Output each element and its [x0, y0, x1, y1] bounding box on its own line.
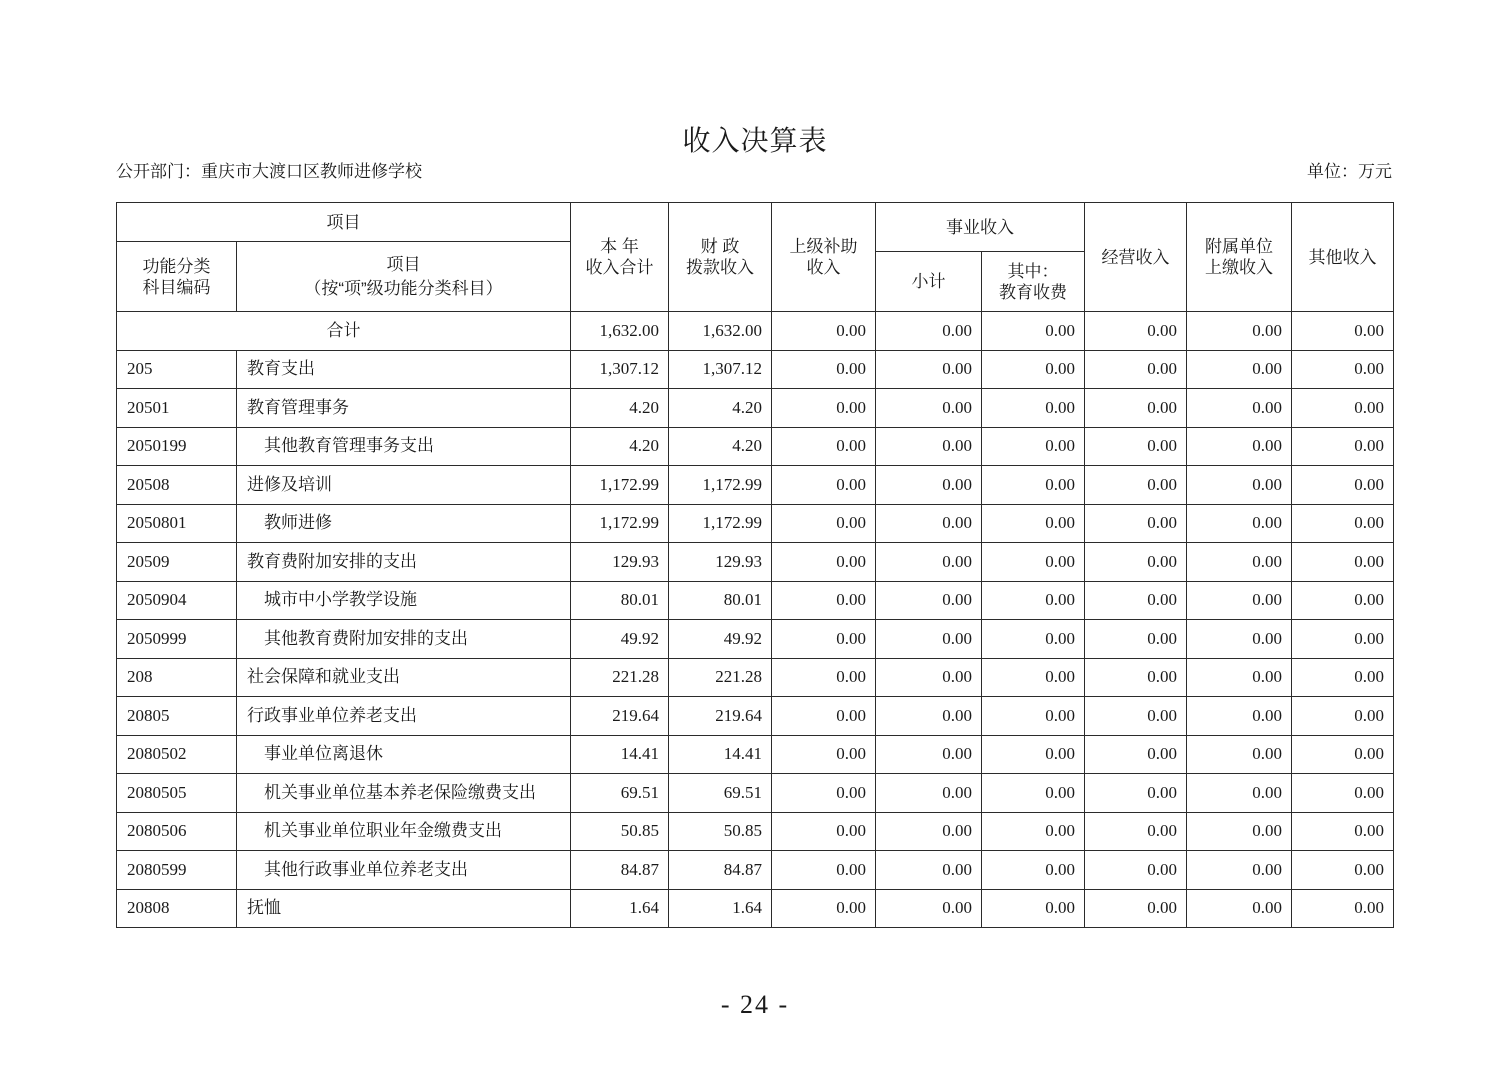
total-income-value: 129.93	[571, 543, 669, 582]
subject-code-cell: 2050999	[117, 620, 237, 659]
subject-code-cell: 20508	[117, 466, 237, 505]
unit-label: 单位：万元	[1307, 162, 1392, 181]
department-label: 公开部门：重庆市大渡口区教师进修学校	[116, 162, 422, 181]
table-row	[117, 851, 1394, 890]
operating-income-value: 0.00	[1085, 812, 1187, 851]
header-fiscal-line1: 财 政	[700, 237, 740, 256]
operating-income-value: 0.00	[1085, 504, 1187, 543]
business-subtotal-value: 0.00	[876, 774, 982, 813]
business-subtotal-value: 0.00	[876, 658, 982, 697]
item-name-cell: 抚恤	[237, 889, 571, 928]
subject-code-cell: 2050199	[117, 427, 237, 466]
superior-subsidy-value: 0.00	[772, 581, 876, 620]
fiscal-appropriation-value: 221.28	[669, 658, 772, 697]
subject-code-cell: 20509	[117, 543, 237, 582]
affiliated-remittance-value: 0.00	[1187, 427, 1292, 466]
operating-income-value: 0.00	[1085, 620, 1187, 659]
total-income-value: 69.51	[571, 774, 669, 813]
subject-code-cell: 20808	[117, 889, 237, 928]
fiscal-appropriation-value: 1,632.00	[669, 312, 772, 351]
total-income-value: 1,172.99	[571, 504, 669, 543]
superior-subsidy-value: 0.00	[772, 697, 876, 736]
header-item-line2: （按“项”级功能分类科目）	[304, 279, 503, 298]
table-row	[117, 735, 1394, 774]
superior-subsidy-value: 0.00	[772, 350, 876, 389]
report-title: 收入决算表	[682, 126, 828, 157]
fiscal-appropriation-value: 50.85	[669, 812, 772, 851]
table-row	[117, 504, 1394, 543]
table-row	[117, 427, 1394, 466]
business-subtotal-value: 0.00	[876, 735, 982, 774]
total-income-value: 80.01	[571, 581, 669, 620]
other-income-value: 0.00	[1292, 543, 1394, 582]
operating-income-value: 0.00	[1085, 851, 1187, 890]
education-fees-value: 0.00	[982, 504, 1085, 543]
affiliated-remittance-value: 0.00	[1187, 466, 1292, 505]
table-row	[117, 812, 1394, 851]
header-other-income: 其他收入	[1292, 203, 1394, 312]
header-business-subtotal: 小计	[876, 252, 982, 312]
education-fees-value: 0.00	[982, 620, 1085, 659]
operating-income-value: 0.00	[1085, 697, 1187, 736]
operating-income-value: 0.00	[1085, 427, 1187, 466]
superior-subsidy-value: 0.00	[772, 735, 876, 774]
education-fees-value: 0.00	[982, 889, 1085, 928]
business-subtotal-value: 0.00	[876, 466, 982, 505]
fiscal-appropriation-value: 69.51	[669, 774, 772, 813]
fiscal-appropriation-value: 1,307.12	[669, 350, 772, 389]
operating-income-value: 0.00	[1085, 543, 1187, 582]
table-row	[117, 543, 1394, 582]
superior-subsidy-value: 0.00	[772, 466, 876, 505]
fiscal-appropriation-value: 1.64	[669, 889, 772, 928]
education-fees-value: 0.00	[982, 389, 1085, 428]
header-item-line1: 项目	[386, 255, 421, 274]
affiliated-remittance-value: 0.00	[1187, 889, 1292, 928]
business-subtotal-value: 0.00	[876, 889, 982, 928]
table-row	[117, 581, 1394, 620]
item-name-cell: 事业单位离退休	[237, 735, 571, 774]
income-final-accounts-table	[116, 202, 1394, 928]
affiliated-remittance-value: 0.00	[1187, 735, 1292, 774]
affiliated-remittance-value: 0.00	[1187, 774, 1292, 813]
item-name-cell: 其他行政事业单位养老支出	[237, 851, 571, 890]
total-income-value: 50.85	[571, 812, 669, 851]
table-row	[117, 658, 1394, 697]
education-fees-value: 0.00	[982, 812, 1085, 851]
total-income-value: 1.64	[571, 889, 669, 928]
subject-code-cell: 2080599	[117, 851, 237, 890]
table-row	[117, 889, 1394, 928]
fiscal-appropriation-value: 80.01	[669, 581, 772, 620]
subject-code-cell: 2050801	[117, 504, 237, 543]
business-subtotal-value: 0.00	[876, 389, 982, 428]
header-function-code-line1: 功能分类	[142, 256, 211, 276]
header-superior-subsidy	[772, 203, 876, 312]
subject-code-cell: 20805	[117, 697, 237, 736]
fiscal-appropriation-value: 4.20	[669, 427, 772, 466]
business-subtotal-value: 0.00	[876, 620, 982, 659]
item-name-cell: 机关事业单位职业年金缴费支出	[237, 812, 571, 851]
header-fiscal-line2: 拨款收入	[686, 258, 754, 277]
superior-subsidy-value: 0.00	[772, 504, 876, 543]
other-income-value: 0.00	[1292, 851, 1394, 890]
item-name-cell: 其他教育管理事务支出	[237, 427, 571, 466]
operating-income-value: 0.00	[1085, 581, 1187, 620]
business-subtotal-value: 0.00	[876, 427, 982, 466]
superior-subsidy-value: 0.00	[772, 851, 876, 890]
subject-code-cell: 208	[117, 658, 237, 697]
operating-income-value: 0.00	[1085, 658, 1187, 697]
total-income-value: 49.92	[571, 620, 669, 659]
header-total-income-line2: 收入合计	[585, 258, 654, 277]
superior-subsidy-value: 0.00	[772, 427, 876, 466]
header-function-code-line2: 科目编码	[142, 277, 211, 297]
subject-code-cell: 2080506	[117, 812, 237, 851]
other-income-value: 0.00	[1292, 504, 1394, 543]
fiscal-appropriation-value: 4.20	[669, 389, 772, 428]
other-income-value: 0.00	[1292, 466, 1394, 505]
header-function-code	[117, 242, 237, 312]
operating-income-value: 0.00	[1085, 466, 1187, 505]
business-subtotal-value: 0.00	[876, 697, 982, 736]
education-fees-value: 0.00	[982, 697, 1085, 736]
affiliated-remittance-value: 0.00	[1187, 312, 1292, 351]
header-item	[237, 242, 571, 312]
other-income-value: 0.00	[1292, 889, 1394, 928]
table-row	[117, 620, 1394, 659]
affiliated-remittance-value: 0.00	[1187, 504, 1292, 543]
business-subtotal-value: 0.00	[876, 543, 982, 582]
item-name-cell: 教师进修	[237, 504, 571, 543]
education-fees-value: 0.00	[982, 350, 1085, 389]
other-income-value: 0.00	[1292, 735, 1394, 774]
subject-code-cell: 2080502	[117, 735, 237, 774]
item-name-cell: 城市中小学教学设施	[237, 581, 571, 620]
business-subtotal-value: 0.00	[876, 504, 982, 543]
business-subtotal-value: 0.00	[876, 350, 982, 389]
superior-subsidy-value: 0.00	[772, 620, 876, 659]
item-name-cell: 进修及培训	[237, 466, 571, 505]
fiscal-appropriation-value: 1,172.99	[669, 504, 772, 543]
education-fees-value: 0.00	[982, 427, 1085, 466]
total-income-value: 219.64	[571, 697, 669, 736]
total-income-value: 1,172.99	[571, 466, 669, 505]
affiliated-remittance-value: 0.00	[1187, 658, 1292, 697]
item-name-cell: 教育支出	[237, 350, 571, 389]
page-number: - 24 -	[720, 990, 790, 1019]
operating-income-value: 0.00	[1085, 889, 1187, 928]
subject-code-cell: 2050904	[117, 581, 237, 620]
total-income-value: 4.20	[571, 427, 669, 466]
superior-subsidy-value: 0.00	[772, 389, 876, 428]
affiliated-remittance-value: 0.00	[1187, 350, 1292, 389]
total-label: 合计	[117, 312, 571, 351]
affiliated-remittance-value: 0.00	[1187, 581, 1292, 620]
fiscal-appropriation-value: 49.92	[669, 620, 772, 659]
item-name-cell: 教育费附加安排的支出	[237, 543, 571, 582]
education-fees-value: 0.00	[982, 735, 1085, 774]
business-subtotal-value: 0.00	[876, 851, 982, 890]
table-row	[117, 389, 1394, 428]
header-item-group: 项目	[117, 203, 571, 242]
operating-income-value: 0.00	[1085, 735, 1187, 774]
other-income-value: 0.00	[1292, 350, 1394, 389]
header-affiliated-line2: 上缴收入	[1205, 258, 1273, 277]
education-fees-value: 0.00	[982, 466, 1085, 505]
fiscal-appropriation-value: 129.93	[669, 543, 772, 582]
operating-income-value: 0.00	[1085, 350, 1187, 389]
affiliated-remittance-value: 0.00	[1187, 812, 1292, 851]
total-income-value: 221.28	[571, 658, 669, 697]
total-income-value: 1,632.00	[571, 312, 669, 351]
total-row	[117, 312, 1394, 351]
header-education-fees-line1: 其中：	[1007, 261, 1059, 281]
total-income-value: 14.41	[571, 735, 669, 774]
table-body	[117, 312, 1394, 928]
affiliated-remittance-value: 0.00	[1187, 543, 1292, 582]
header-superior-subsidy-line1: 上级补助	[789, 237, 858, 256]
table-row	[117, 466, 1394, 505]
superior-subsidy-value: 0.00	[772, 658, 876, 697]
education-fees-value: 0.00	[982, 581, 1085, 620]
other-income-value: 0.00	[1292, 581, 1394, 620]
subject-code-cell: 2080505	[117, 774, 237, 813]
education-fees-value: 0.00	[982, 658, 1085, 697]
item-name-cell: 社会保障和就业支出	[237, 658, 571, 697]
other-income-value: 0.00	[1292, 389, 1394, 428]
superior-subsidy-value: 0.00	[772, 543, 876, 582]
header-operating-income: 经营收入	[1085, 203, 1187, 312]
education-fees-value: 0.00	[982, 543, 1085, 582]
fiscal-appropriation-value: 1,172.99	[669, 466, 772, 505]
header-superior-subsidy-line2: 收入	[806, 258, 841, 277]
header-total-income	[571, 203, 669, 312]
superior-subsidy-value: 0.00	[772, 889, 876, 928]
fiscal-appropriation-value: 219.64	[669, 697, 772, 736]
other-income-value: 0.00	[1292, 697, 1394, 736]
table-row	[117, 697, 1394, 736]
header-total-income-line1: 本 年	[600, 237, 639, 256]
table-header	[117, 203, 1394, 312]
affiliated-remittance-value: 0.00	[1187, 851, 1292, 890]
operating-income-value: 0.00	[1085, 312, 1187, 351]
superior-subsidy-value: 0.00	[772, 774, 876, 813]
item-name-cell: 机关事业单位基本养老保险缴费支出	[237, 774, 571, 813]
fiscal-appropriation-value: 14.41	[669, 735, 772, 774]
business-subtotal-value: 0.00	[876, 581, 982, 620]
superior-subsidy-value: 0.00	[772, 312, 876, 351]
affiliated-remittance-value: 0.00	[1187, 389, 1292, 428]
education-fees-value: 0.00	[982, 851, 1085, 890]
total-income-value: 1,307.12	[571, 350, 669, 389]
education-fees-value: 0.00	[982, 774, 1085, 813]
total-income-value: 4.20	[571, 389, 669, 428]
header-business-income: 事业收入	[876, 203, 1085, 252]
fiscal-appropriation-value: 84.87	[669, 851, 772, 890]
header-fiscal-appropriation	[669, 203, 772, 312]
business-subtotal-value: 0.00	[876, 812, 982, 851]
item-name-cell: 行政事业单位养老支出	[237, 697, 571, 736]
total-income-value: 84.87	[571, 851, 669, 890]
other-income-value: 0.00	[1292, 427, 1394, 466]
other-income-value: 0.00	[1292, 774, 1394, 813]
affiliated-remittance-value: 0.00	[1187, 697, 1292, 736]
other-income-value: 0.00	[1292, 312, 1394, 351]
item-name-cell: 其他教育费附加安排的支出	[237, 620, 571, 659]
header-row-1	[117, 203, 1394, 242]
header-education-fees-line2: 教育收费	[999, 282, 1067, 302]
other-income-value: 0.00	[1292, 812, 1394, 851]
operating-income-value: 0.00	[1085, 774, 1187, 813]
subject-code-cell: 20501	[117, 389, 237, 428]
other-income-value: 0.00	[1292, 658, 1394, 697]
item-name-cell: 教育管理事务	[237, 389, 571, 428]
affiliated-remittance-value: 0.00	[1187, 620, 1292, 659]
subject-code-cell: 205	[117, 350, 237, 389]
operating-income-value: 0.00	[1085, 389, 1187, 428]
header-affiliated-line1: 附属单位	[1205, 237, 1273, 256]
table-row	[117, 350, 1394, 389]
superior-subsidy-value: 0.00	[772, 812, 876, 851]
table-row	[117, 774, 1394, 813]
business-subtotal-value: 0.00	[876, 312, 982, 351]
education-fees-value: 0.00	[982, 312, 1085, 351]
other-income-value: 0.00	[1292, 620, 1394, 659]
header-education-fees	[982, 252, 1085, 312]
header-affiliated-remittance	[1187, 203, 1292, 312]
